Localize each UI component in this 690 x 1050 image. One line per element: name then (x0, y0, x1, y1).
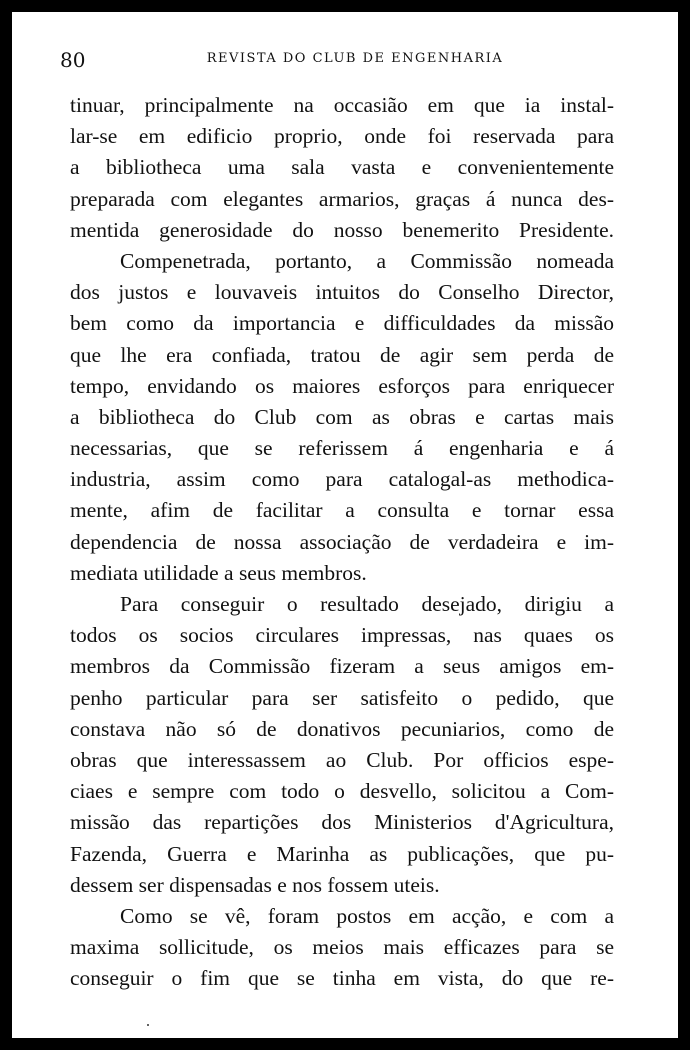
text-line: a bibliotheca do Club com as obras e cartas mais (70, 404, 614, 429)
text-line: Para conseguir o resultado desejado, dirigiu a (120, 592, 614, 616)
text-line: dessem ser dispensadas e nos fossem uteis. (70, 872, 440, 897)
running-title: REVISTA DO CLUB DE ENGENHARIA (206, 51, 504, 66)
text-line: Compenetrada, portanto, a Commissão nomeada (120, 248, 614, 273)
text-line: penho particular para ser satisfeito o pedido, que (70, 685, 614, 710)
text-line: tempo, envidando os maiores esforços para enriquecer (70, 373, 614, 398)
body-text (70, 90, 614, 994)
text-line: mentida generosidade do nosso benemerito Presidente. (70, 217, 614, 242)
document-page (12, 12, 678, 1038)
text-line: mediata utilidade a seus membros. (70, 560, 367, 585)
paragraph-1 (70, 90, 614, 246)
text-line: Como se vê, foram postos em acção, e com a (120, 903, 614, 928)
text-line: bem como da importancia e difficuldades da missão (70, 311, 614, 336)
page-header (12, 48, 678, 78)
text-line: mente, afim de facilitar a consulta e tornar essa (70, 498, 614, 523)
text-line: obras que interessassem ao Club. Por officios espe- (70, 747, 614, 772)
text-line: todos os socios circulares impressas, nas quaes os (70, 623, 614, 648)
print-speck (147, 1024, 149, 1026)
text-line: dos justos e louvaveis intuitos do Conselho Director, (70, 280, 614, 305)
text-line: que lhe era confiada, tratou de agir sem perda de (70, 342, 614, 367)
text-line: maxima sollicitude, os meios mais efficazes para se (70, 935, 614, 960)
text-line: tinuar, principalmente na occasião em que ia instal- (70, 93, 614, 117)
text-line: a bibliotheca uma sala vasta e convenientemente (70, 155, 614, 180)
text-line: preparada com elegantes armarios, graças á nunca des- (70, 186, 614, 211)
paragraph-4 (70, 901, 614, 995)
text-line: dependencia de nossa associação de verdadeira e im- (70, 529, 614, 554)
page-number: 80 (60, 48, 86, 72)
text-line: constava não só de donativos pecuniarios, como de (70, 716, 614, 741)
text-line: industria, assim como para catalogal-as methodica- (70, 467, 614, 492)
text-line: membros da Commissão fizeram a seus amigos em- (70, 654, 614, 679)
paragraph-3 (70, 589, 614, 901)
paragraph-2 (70, 246, 614, 589)
text-line: conseguir o fim que se tinha em vista, do que re- (70, 966, 614, 991)
text-line: Fazenda, Guerra e Marinha as publicações, que pu- (70, 841, 614, 866)
text-line: ciaes e sempre com todo o desvello, solicitou a Com- (70, 779, 614, 804)
text-line: lar-se em edificio proprio, onde foi reservada para (70, 124, 614, 149)
text-line: missão das repartições dos Ministerios d'Agricultura, (70, 810, 614, 835)
text-line: necessarias, que se referissem á engenharia e á (70, 436, 614, 461)
